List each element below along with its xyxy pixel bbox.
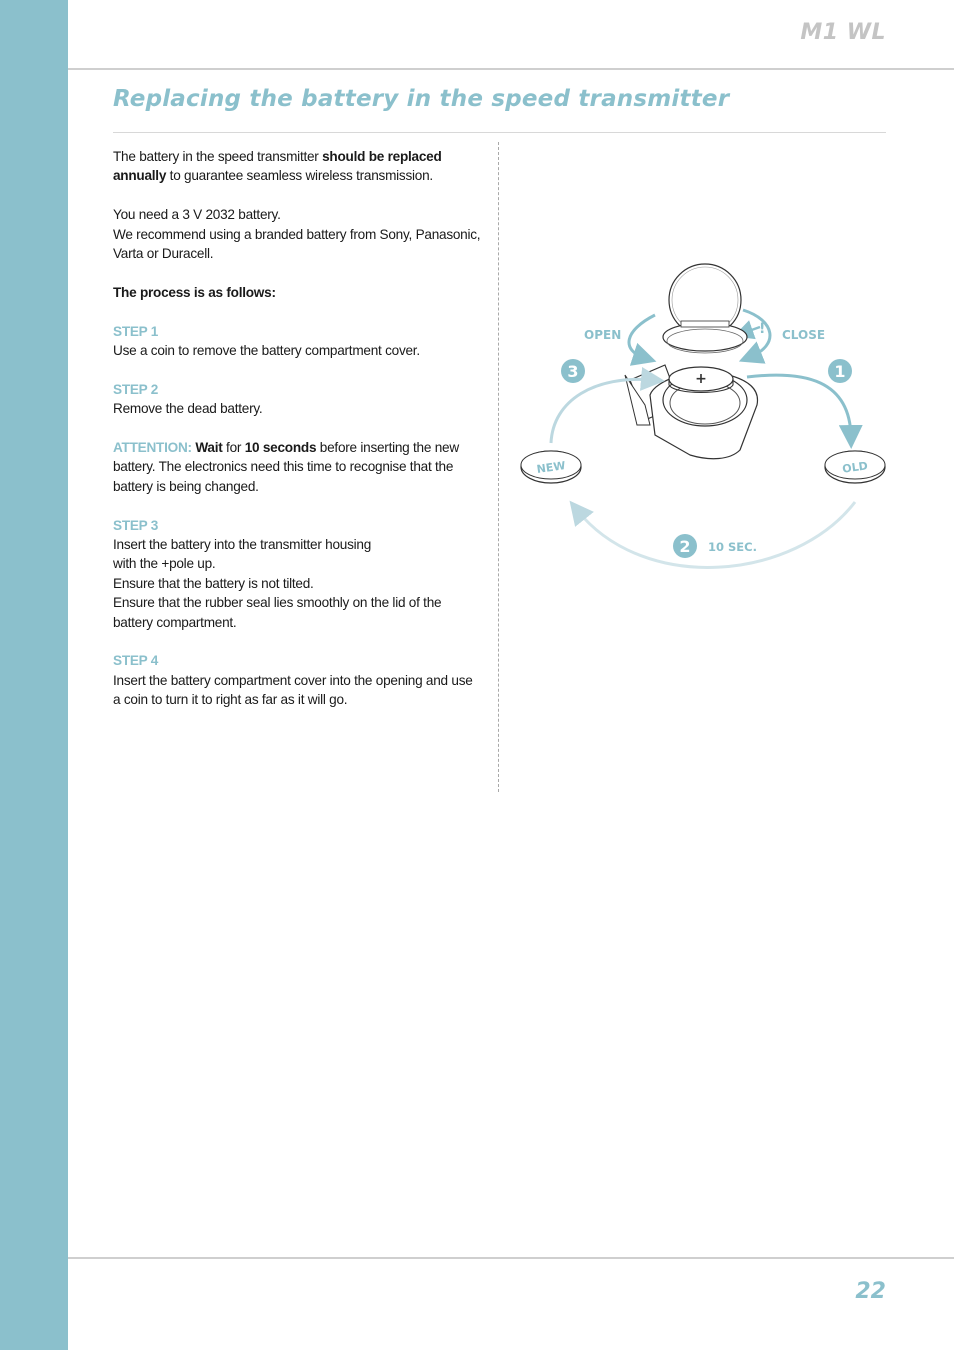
remove-arrow [747,375,851,437]
title-rule [113,132,886,133]
step-3-label: STEP 3 [113,517,159,533]
old-label: OLD [841,459,869,476]
product-name: M1 WL [800,20,886,45]
coin-arrow [743,327,760,333]
close-label: CLOSE [782,328,826,342]
old-battery-icon [825,451,885,483]
step-1-label: STEP 1 [113,323,159,339]
step-3: STEP 3 Insert the battery into the transmitter housing with the +pole up. Ensure that the battery is not tilted. Ensure that the rubber seal lies smoothly on the lid of the battery compartment. [113,516,483,632]
open-arrow [629,315,655,358]
process-heading: The process is as follows: [113,284,276,300]
attention-label: ATTENTION: [113,440,192,456]
wait-label: 10 SEC. [708,540,757,554]
new-label: NEW [535,459,567,476]
step-1-text: Use a coin to remove the battery compartment cover. [113,343,420,359]
side-bar [0,0,68,1350]
new-battery-icon [521,451,581,483]
step-2 [113,380,483,419]
svg-text:1: 1 [834,362,846,381]
battery-replacement-diagram [505,255,905,595]
open-label: OPEN [584,328,622,342]
intro-emphasis: should be replaced annually [113,149,442,184]
step-4 [113,651,483,709]
instructions-column [113,147,483,729]
step-2-badge [673,534,697,558]
warning-mark: ! [759,321,766,337]
svg-text:+: + [695,371,707,387]
step-2-text: Remove the dead battery. [113,401,263,417]
close-arrow [743,310,770,357]
step-1 [113,322,483,361]
page-number: 22 [855,1279,886,1304]
step-2-label: STEP 2 [113,381,159,397]
footer-rule [68,1257,954,1259]
cover-icon [663,321,747,353]
intro-paragraph: The battery in the speed transmitter should be replaced annually to guarantee seamless wireless transmission. [113,149,442,184]
step-1-badge [828,359,852,383]
svg-text:2: 2 [679,537,691,556]
column-divider [498,142,499,792]
attention-note: ATTENTION: Wait for 10 seconds before inserting the new battery. The electronics need this time to recognise that the battery is being changed. [113,440,459,494]
step-3-badge [561,359,585,383]
svg-text:3: 3 [567,362,579,381]
battery-paragraph: You need a 3 V 2032 battery. We recommend using a branded battery from Sony, Panasonic, Varta or Duracell. [113,207,481,262]
wait-arrow [577,502,855,567]
step-4-text: Insert the battery compartment cover into the opening and use a coin to turn it to right as far as it will go. [113,672,473,708]
header-rule [68,68,954,70]
page-title: Replacing the battery in the speed transmitter [113,86,730,112]
step-4-label: STEP 4 [113,653,159,669]
